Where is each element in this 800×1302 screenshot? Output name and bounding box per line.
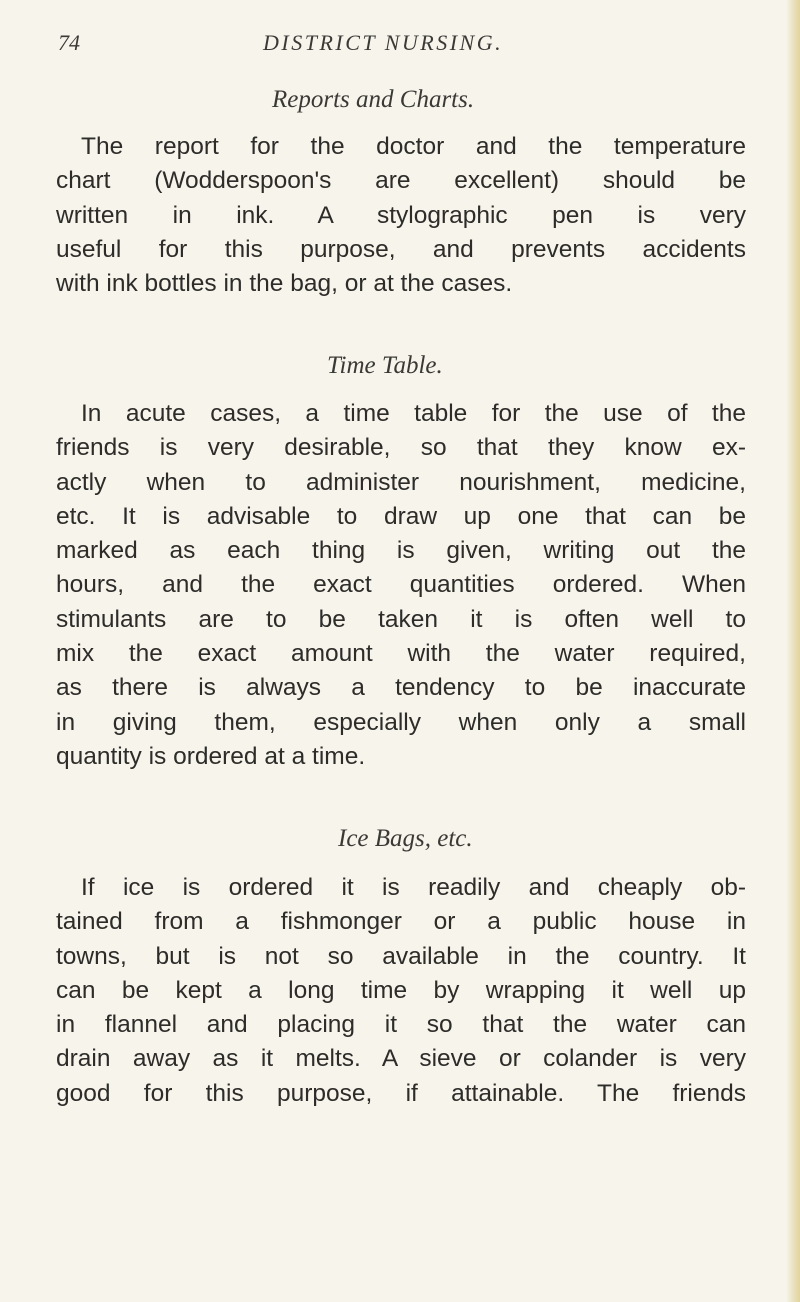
text-line: hours, and the exact quantities ordered. When: [56, 571, 746, 599]
text-line: towns, but is not so available in the country. It: [56, 942, 746, 970]
text-line: with ink bottles in the bag, or at the cases.: [56, 270, 513, 298]
text-line: drain away as it melts. A sieve or colander is very: [56, 1045, 746, 1073]
text-line: mix the exact amount with the water required,: [56, 640, 746, 668]
text-line: tained from a fishmonger or a public house in: [56, 908, 746, 936]
text-line: useful for this purpose, and prevents accidents: [56, 235, 746, 263]
paragraph-ice-bags: [56, 871, 746, 1111]
text-line: marked as each thing is given, writing out the: [56, 537, 746, 565]
text-line: as there is always a tendency to be inaccurate: [56, 674, 746, 702]
text-line: written in ink. A stylographic pen is very: [56, 201, 746, 229]
text-line: actly when to administer nourishment, medicine,: [56, 468, 746, 496]
text-line: can be kept a long time by wrapping it well up: [56, 976, 746, 1004]
running-title: DISTRICT NURSING.: [263, 30, 504, 55]
text-line: good for this purpose, if attainable. The friends: [56, 1079, 746, 1107]
text-line: stimulants are to be taken it is often well to: [56, 605, 746, 633]
text-line: friends is very desirable, so that they know ex-: [56, 434, 746, 462]
paragraph-reports-and-charts: [56, 130, 746, 301]
paragraph-time-table: [56, 397, 746, 774]
text-line: in flannel and placing it so that the water can: [56, 1011, 746, 1039]
running-head: [58, 30, 758, 64]
text-line: etc. It is advisable to draw up one that can be: [56, 502, 746, 530]
section-heading-time-table: Time Table.: [327, 352, 443, 379]
text-line: If ice is ordered it is readily and cheaply ob-: [81, 874, 746, 901]
text-line: The report for the doctor and the temperature: [81, 133, 746, 160]
text-line: chart (Wodderspoon's are excellent) should be: [56, 167, 746, 195]
page-number: 74: [58, 30, 80, 55]
section-heading-reports-and-charts: Reports and Charts.: [272, 86, 475, 113]
section-heading-ice-bags: Ice Bags, etc.: [338, 825, 473, 852]
text-line: In acute cases, a time table for the use of the: [81, 400, 746, 427]
page-edge-shading: [786, 0, 800, 1302]
text-line: quantity is ordered at a time.: [56, 742, 366, 770]
text-line: in giving them, especially when only a small: [56, 708, 746, 736]
